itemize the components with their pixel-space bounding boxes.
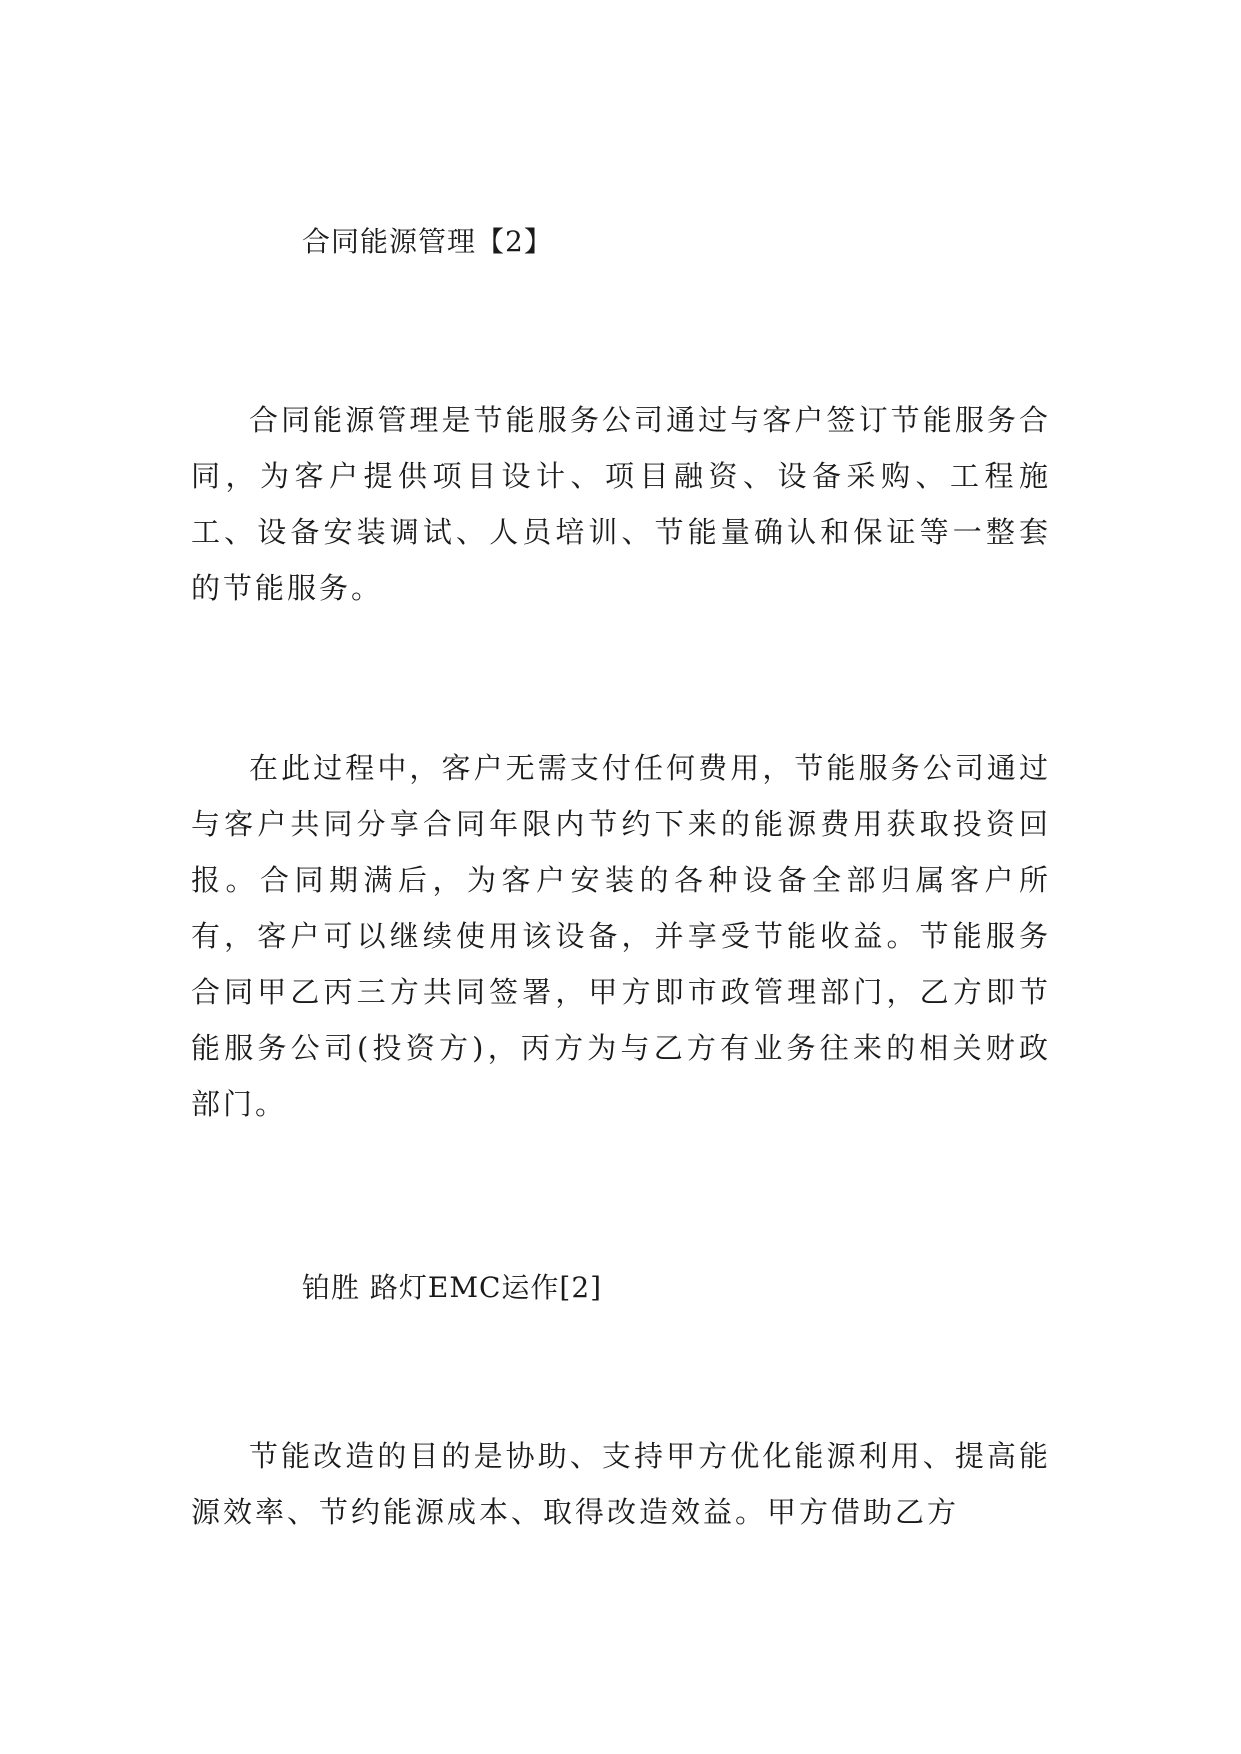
section-heading-contract-energy-management: 合同能源管理【2】: [302, 225, 553, 258]
paragraph-definition: 合同能源管理是节能服务公司通过与客户签订节能服务合同，为客户提供项目设计、项目融资、设备采购、工程施工、设备安装调试、人员培训、节能量确认和保证等一整套的节能服务。: [191, 403, 1051, 605]
section-heading-streetlight-emc: 铂胜 路灯EMC运作[2]: [302, 1271, 603, 1304]
paragraph-process: 在此过程中，客户无需支付任何费用，节能服务公司通过与客户共同分享合同年限内节约下来的能源费用获取投资回报。合同期满后，为客户安装的各种设备全部归属客户所有，客户可以继续使用该设备，并享受节能收益。节能服务合同甲乙丙三方共同签署，甲方即市政管理部门，乙方即节能服务公司(投资方)，丙方为与乙方有业务往来的相关财政部门。: [191, 751, 1051, 1121]
paragraph-retrofit-goal: 节能改造的目的是协助、支持甲方优化能源利用、提高能源效率、节约能源成本、取得改造效益。甲方借助乙方: [191, 1439, 1051, 1529]
